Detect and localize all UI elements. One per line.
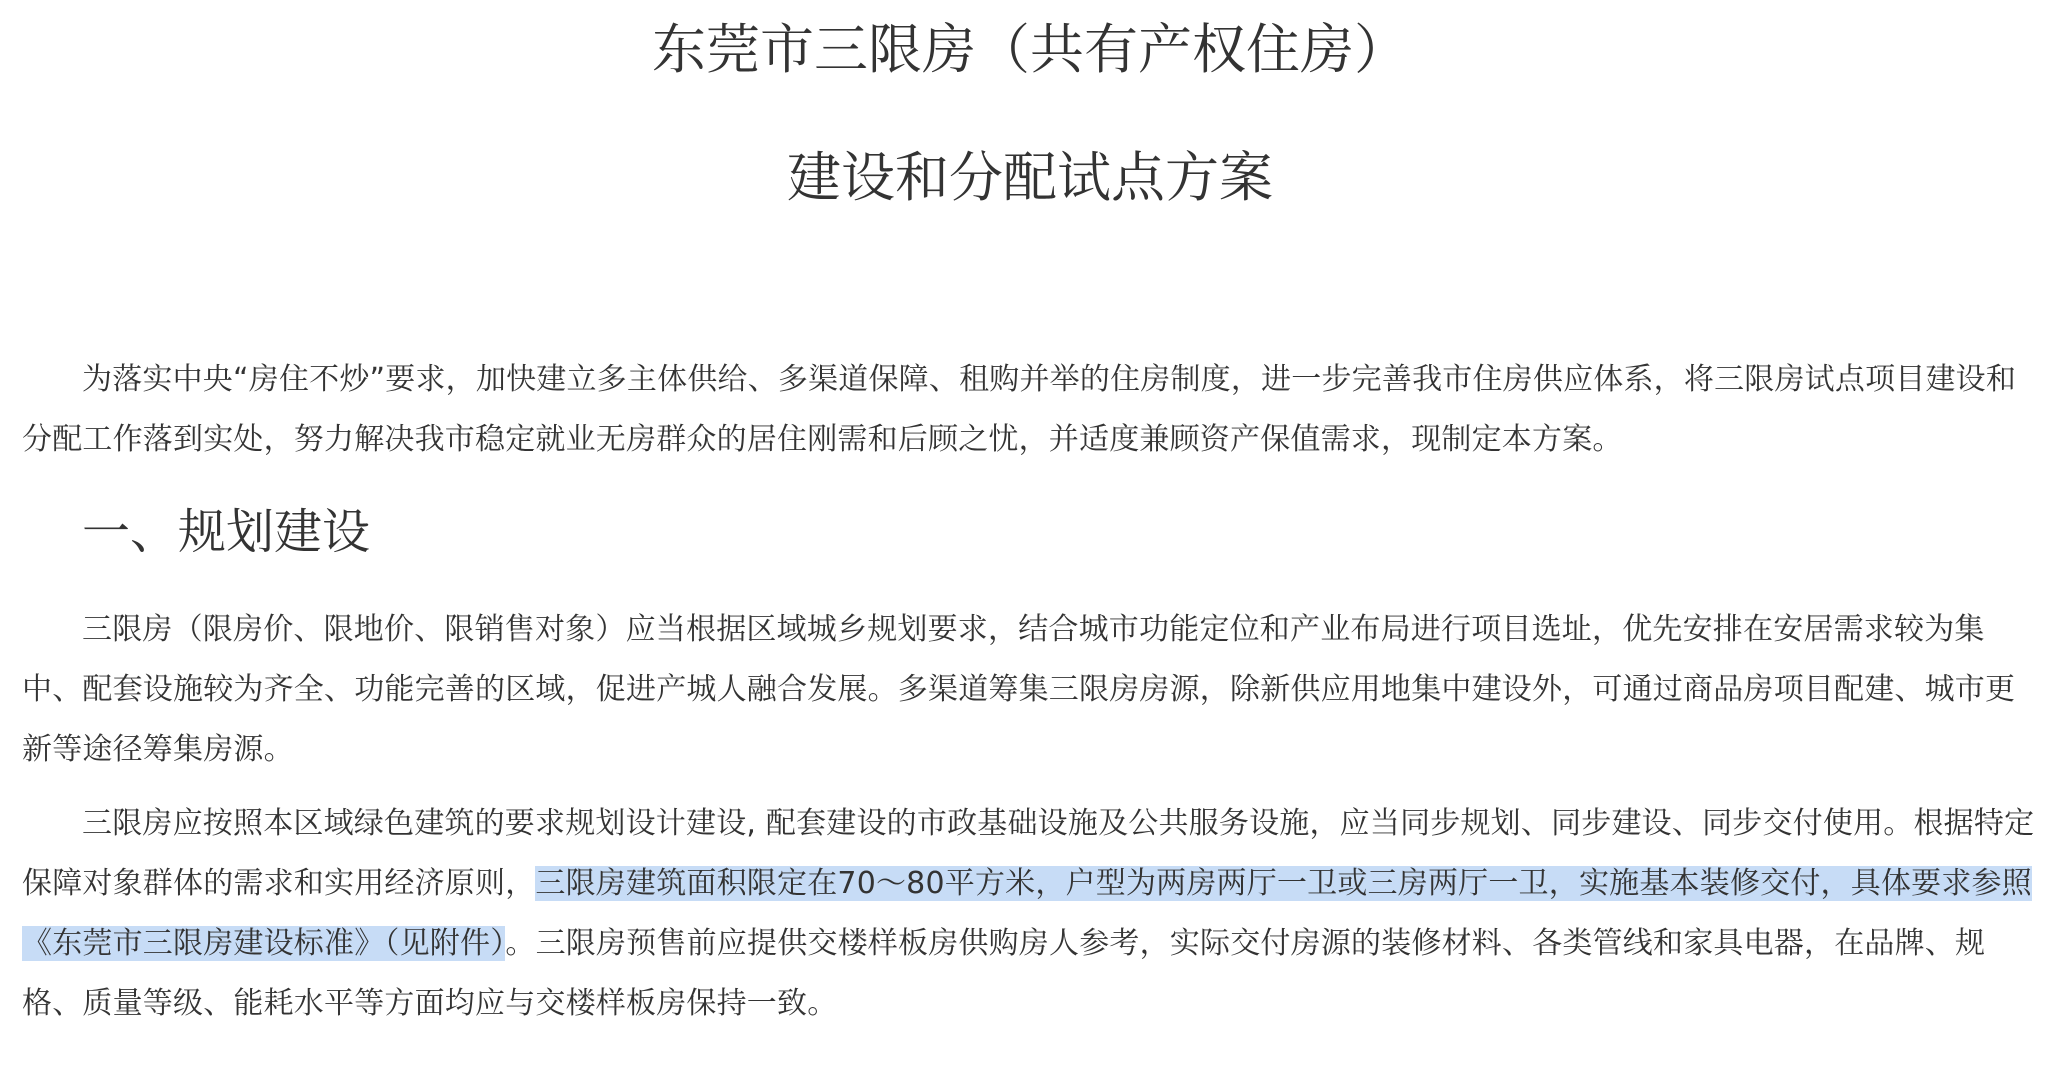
document bbox=[22, 0, 2038, 1034]
paragraph-text-after-highlight: 。三限房预售前应提供交楼样板房供购房人参考，实际交付房源的装修材料、各类管线和家具电器，在品牌、规格、质量等级、能耗水平等方面均应与交楼样板房保持一致。 bbox=[22, 926, 1986, 1021]
section-paragraph-design-standards bbox=[22, 794, 2038, 1034]
section-heading-planning: 一、规划建设 bbox=[82, 504, 371, 560]
document-title-line1: 东莞市三限房（共有产权住房） bbox=[652, 18, 1408, 81]
document-title-line2: 建设和分配试点方案 bbox=[787, 146, 1273, 209]
selected-text-highlight[interactable]: 三限房建筑面积限定在70～80平方米，户型为两房两厅一卫或三房两厅一卫，实施基本装修交付，具体要求参照《东莞市三限房建设标准》（见附件） bbox=[22, 866, 2032, 961]
intro-paragraph: 为落实中央“房住不炒”要求，加快建立多主体供给、多渠道保障、租购并举的住房制度，进一步完善我市住房供应体系，将三限房试点项目建设和分配工作落到实处，努力解决我市稳定就业无房群众的居住刚需和后顾之忧，并适度兼顾资产保值需求，现制定本方案。 bbox=[22, 362, 2017, 457]
section-paragraph-site-selection: 三限房（限房价、限地价、限销售对象）应当根据区域城乡规划要求，结合城市功能定位和产业布局进行项目选址，优先安排在安居需求较为集中、配套设施较为齐全、功能完善的区域，促进产城人融合发展。多渠道筹集三限房房源，除新供应用地集中建设外，可通过商品房项目配建、城市更新等途径筹集房源。 bbox=[22, 612, 2016, 767]
paragraph-text-before-highlight: 三限房应按照本区域绿色建筑的要求规划设计建设, 配套建设的市政基础设施及公共服务设施，应当同步规划、同步建设、同步交付使用。根据特定保障对象群体的需求和实用经济原则， bbox=[22, 806, 2035, 901]
